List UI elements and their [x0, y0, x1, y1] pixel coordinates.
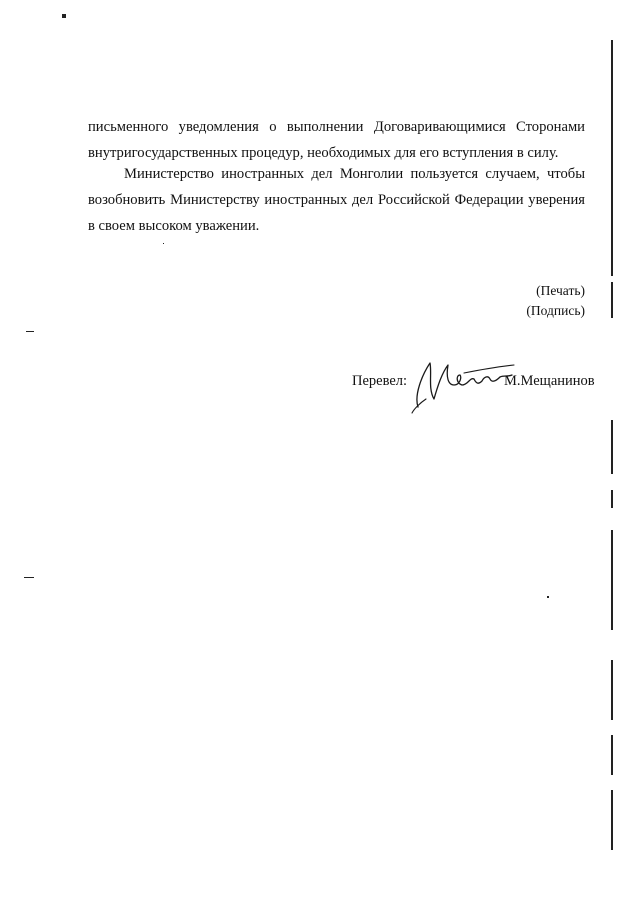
handwritten-signature — [404, 355, 516, 415]
translated-by-label: Перевел: — [352, 373, 408, 389]
scan-speck — [547, 596, 549, 598]
scan-edge-line — [611, 790, 613, 850]
scan-speck — [163, 243, 164, 244]
body-paragraph-2: Министерство иностранных дел Монголии пользуется случаем, чтобы возобновить Министерству иностранных дел Российской Федерации уверения в своем высоком уважении. — [88, 166, 585, 234]
translator-name: М.Мещанинов — [504, 373, 595, 389]
scan-edge-line — [611, 40, 613, 276]
scan-dash — [26, 331, 34, 332]
seal-note: (Печать) — [536, 283, 585, 298]
scan-edge-line — [611, 420, 613, 474]
scan-speck — [62, 14, 66, 18]
scan-edge-line — [611, 735, 613, 775]
signature-note: (Подпись) — [526, 303, 585, 318]
body-paragraph-1: письменного уведомления о выполнении Договаривающимися Сторонами внутригосударственных процедур, необходимых для его вступления в силу. — [88, 119, 585, 161]
scan-edge-line — [611, 530, 613, 630]
translator-block — [352, 373, 595, 433]
scan-edge-line — [611, 490, 613, 508]
scan-dash — [24, 577, 34, 578]
scan-edge-line — [611, 660, 613, 720]
scan-edge-line — [611, 282, 613, 318]
